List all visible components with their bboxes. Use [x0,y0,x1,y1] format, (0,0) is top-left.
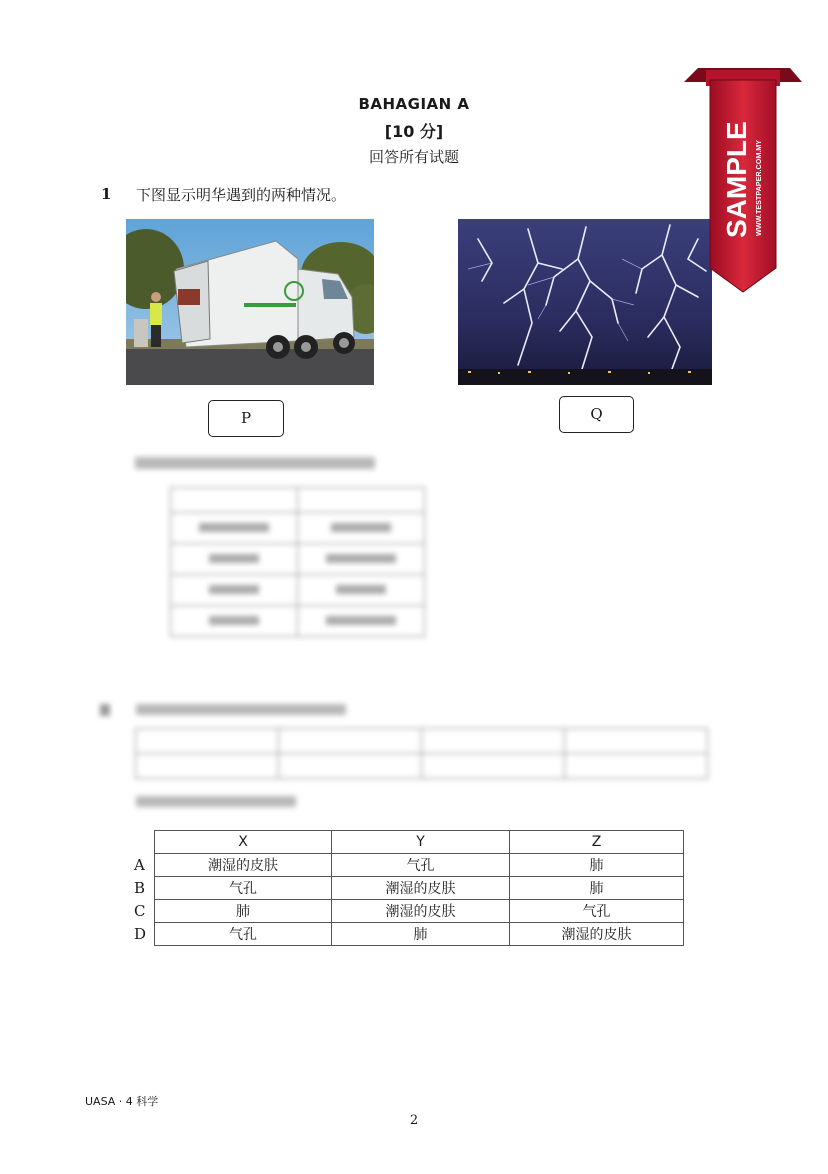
blurred-table [170,487,425,637]
table-cell: 肺 [332,923,510,946]
lightning-photo [458,219,712,385]
options-header-row [134,831,684,854]
header-y: Y [332,831,510,854]
question-1-text: 下图显示明华遇到的两种情况。 [136,186,347,204]
footer-subject: UASA · 4 科学 [85,1095,159,1108]
page-number: 2 [409,1113,419,1128]
option-row-b [134,877,684,900]
section-title: BAHAGIAN A [358,95,470,113]
section-instruction: 回答所有试题 [368,148,459,166]
table-cell: 潮湿的皮肤 [155,854,332,877]
table-cell: 肺 [510,877,684,900]
question-1-options-blurred [135,457,435,657]
question-1-number: 1 [101,185,112,203]
table-cell: 气孔 [155,877,332,900]
section-marks: [10 分] [384,122,444,141]
option-letter: C [134,902,146,920]
table-cell: 肺 [510,854,684,877]
table-cell: 肺 [155,900,332,923]
sample-ribbon-stamp [684,60,804,300]
option-row-d [134,923,684,946]
table-cell: 潮湿的皮肤 [510,923,684,946]
header-x: X [155,831,332,854]
blurred-table [135,728,708,779]
question-2-stem-blurred [98,700,718,820]
option-row-a [134,854,684,877]
table-cell: 气孔 [510,900,684,923]
option-letter: B [134,879,146,897]
label-p-box: P [208,400,284,437]
label-q-box: Q [559,396,634,433]
sample-word: SAMPLE [721,121,752,238]
header-z: Z [510,831,684,854]
option-row-c [134,900,684,923]
table-cell: 气孔 [155,923,332,946]
table-cell: 潮湿的皮肤 [332,900,510,923]
sample-url: WWW.TESTPAPER.COM.MY [754,139,763,236]
option-letter: A [134,856,145,874]
table-cell: 气孔 [332,854,510,877]
question-2-options-table [134,830,684,946]
table-cell: 潮湿的皮肤 [332,877,510,900]
option-letter: D [134,925,147,943]
garbage-truck-photo [126,219,374,385]
